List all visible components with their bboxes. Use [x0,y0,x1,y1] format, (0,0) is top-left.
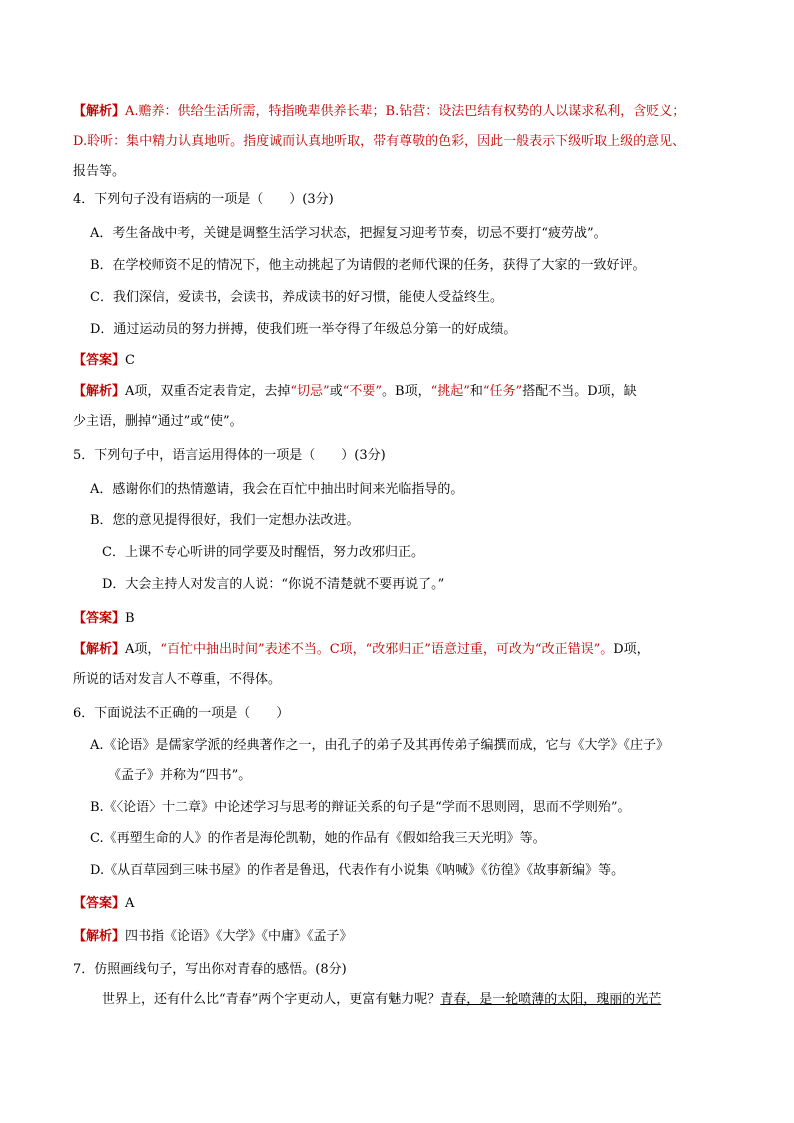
q7-passage: 世界上，还有什么比“青春”两个字更动人，更富有魅力呢？青春，是一轮喷薄的太阳，瑰丽的光芒 [102,992,662,1007]
q6-option-d: D.《从百草园到三味书屋》的作者是鲁迅，代表作有小说集《呐喊》《彷徨》《故事新编》等。 [90,863,625,878]
q5-option-a: A．感谢你们的热情邀请，我会在百忙中抽出时间来光临指导的。 [90,482,464,497]
q7-underlined-sentence: 青春，是一轮喷薄的太阳，瑰丽的光芒 [440,992,662,1007]
q4-option-d: D．通过运动员的努力拼搏，使我们班一举夺得了年级总分第一的好成绩。 [90,322,517,337]
q4-analysis-line1: 【解析】A项，双重否定表肯定，去掉“切忌”或“不要”。B项，“挑起”和“任务”搭配不当。D项，缺 [73,384,637,399]
q5-answer: 【答案】B [73,611,135,626]
q5-analysis-line2: 所说的话对发言人不尊重，不得体。 [73,672,282,687]
q6-stem: 6．下面说法不正确的一项是（ ） [73,706,290,721]
q6-answer: 【答案】A [73,896,135,911]
q4-option-a: A．考生备战中考，关键是调整生活学习状态，把握复习迎考节奏，切忌不要打“疲劳战”。 [90,226,607,241]
q7-stem: 7．仿照画线句子，写出你对青春的感悟。(8分) [73,962,347,977]
analysis-label: 【解析】 [73,104,126,119]
q6-option-a-line2: 《孟子》并称为“四书”。 [108,768,252,783]
q6-option-c: C.《再塑生命的人》的作者是海伦凯勒，她的作品有《假如给我三天光明》等。 [90,831,546,846]
q5-option-c: C．上课不专心听讲的同学要及时醒悟，努力改邪归正。 [102,545,424,560]
q4-analysis-line2: 少主语，删掉“通过”或“使”。 [73,414,243,429]
q4-stem: 4．下列句子没有语病的一项是（ ）(3分) [73,192,334,207]
q4-answer: 【答案】C [73,353,135,368]
q5-analysis-line1: 【解析】A项，“百忙中抽出时间”表述不当。C项，“改邪归正”语意过重，可改为“改正错误”。D项， [73,642,650,657]
q4-option-b: B．在学校师资不足的情况下，他主动挑起了为请假的老师代课的任务，获得了大家的一致好评。 [90,258,646,273]
q6-analysis: 【解析】四书指《论语》《大学》《中庸》《孟子》 [73,929,353,944]
q3-analysis-line1: 【解析】A.赡养：供给生活所需，特指晚辈供养长辈；B.钻营：设法巴结有权势的人以谋求私利，含贬义； [73,104,686,119]
q5-option-d: D．大会主持人对发言的人说：“你说不清楚就不要再说了。” [102,577,445,592]
q6-option-a-line1: A.《论语》是儒家学派的经典著作之一，由孔子的弟子及其再传弟子编撰而成，它与《大学》《庄子》 [90,738,670,753]
q5-option-b: B．您的意见提得很好，我们一定想办法改进。 [90,513,360,528]
q4-option-c: C．我们深信，爱读书，会读书，养成读书的好习惯，能使人受益终生。 [90,290,503,305]
q3-analysis-line2: D.聆听：集中精力认真地听。指度诚而认真地听取，带有尊敬的色彩，因此一般表示下级听取上级的意见、 [73,134,686,149]
q3-analysis-line3: 报告等。 [73,164,126,179]
q6-option-b: B.《〈论语〉十二章》中论述学习与思考的辩证关系的句子是“学而不思则罔，思而不学则殆”。 [90,800,631,815]
q5-stem: 5．下列句子中，语言运用得体的一项是（ ）(3分) [73,448,386,463]
